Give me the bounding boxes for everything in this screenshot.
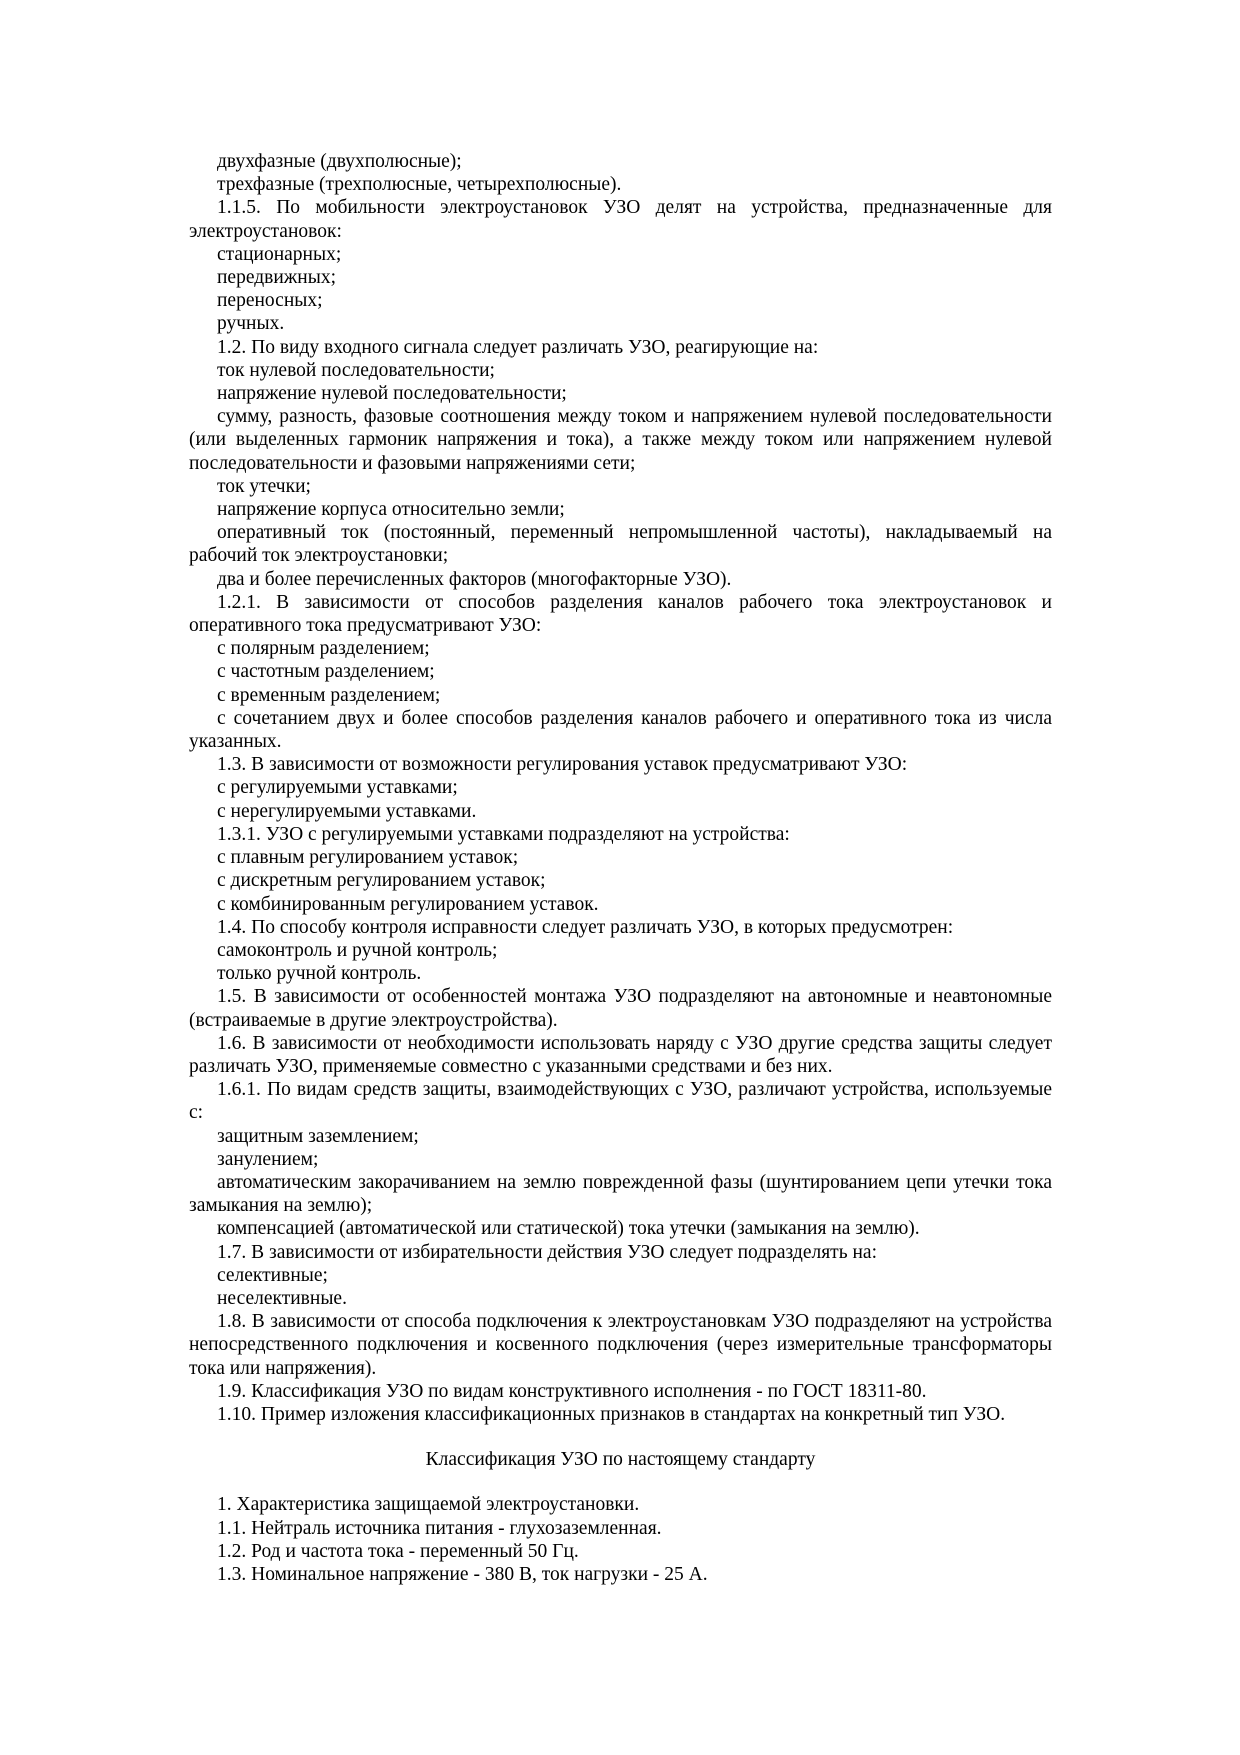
paragraph: 1.3. Номинальное напряжение - 380 В, ток нагрузки - 25 А. (217, 1563, 708, 1585)
paragraph: с временным разделением; (217, 684, 441, 706)
paragraph: 1.2.1. В зависимости от способов разделения каналов рабочего тока электроустановок и оперативного тока предусматривают УЗО: (189, 591, 1052, 637)
paragraph: 1.2. Род и частота тока - переменный 50 Гц. (217, 1540, 579, 1562)
paragraph: сумму, разность, фазовые соотношения между током и напряжением нулевой последовательности (или выделенных гармоник напряжения и тока), а также между током или напряжением нулевой последовательности и фазовыми напряжениями сети; (189, 406, 1052, 474)
paragraph: переносных; (217, 290, 323, 312)
paragraph: 1.7. В зависимости от избирательности действия УЗО следует подразделять на: (217, 1241, 877, 1263)
paragraph: 1.6.1. По видам средств защиты, взаимодействующих с УЗО, различают устройства, используемые с: (189, 1079, 1052, 1124)
paragraph: трехфазные (трехполюсные, четырехполюсные). (217, 174, 622, 196)
paragraph: 1.1.5. По мобильности электроустановок УЗО делят на устройства, предназначенные для электроустановок: (189, 197, 1052, 242)
paragraph: напряжение нулевой последовательности; (217, 383, 567, 405)
section-heading: Классификация УЗО по настоящему стандарту (425, 1449, 816, 1471)
paragraph: стационарных; (217, 243, 342, 265)
paragraphs-before-block (189, 150, 1052, 1426)
paragraph: самоконтроль и ручной контроль; (217, 939, 498, 961)
paragraph: два и более перечисленных факторов (многофакторные УЗО). (217, 568, 732, 590)
paragraph: двухфазные (двухполюсные); (217, 151, 462, 172)
paragraph: с плавным регулированием уставок; (217, 847, 519, 869)
paragraph: 1.10. Пример изложения классификационных признаков в стандартах на конкретный тип УЗО. (217, 1403, 1006, 1425)
paragraph: 1.1. Нейтраль источника питания - глухозаземленная. (217, 1517, 662, 1539)
paragraph: 1.6. В зависимости от необходимости использовать наряду с УЗО другие средства защиты следует различать УЗО, применяемые совместно с указанными средствами и без них. (189, 1032, 1052, 1077)
paragraph: 1.4. По способу контроля исправности следует различать УЗО, в которых предусмотрен: (217, 916, 954, 938)
paragraph: с сочетанием двух и более способов разделения каналов рабочего и оперативного тока из числа указанных. (189, 707, 1052, 753)
paragraph: с комбинированным регулированием уставок. (217, 893, 599, 915)
paragraph: ток нулевой последовательности; (217, 359, 495, 381)
paragraph: 1.3. В зависимости от возможности регулирования уставок предусматривают УЗО: (217, 754, 908, 776)
paragraph: напряжение корпуса относительно земли; (217, 499, 565, 521)
paragraph: защитным заземлением; (217, 1125, 419, 1147)
paragraph: передвижных; (217, 267, 336, 289)
paragraph: с частотным разделением; (217, 661, 435, 683)
paragraph: 1.2. По виду входного сигнала следует различать УЗО, реагирующие на: (217, 336, 819, 358)
paragraph: с полярным разделением; (217, 638, 430, 660)
document-page (189, 150, 1052, 1586)
paragraph: неселективные. (217, 1287, 347, 1309)
paragraph: 1. Характеристика защищаемой электроустановки. (217, 1494, 640, 1516)
paragraphs-after-block (189, 1493, 1052, 1586)
paragraph: ток утечки; (217, 475, 311, 497)
paragraph: ручных. (217, 313, 285, 335)
paragraph: компенсацией (автоматической или статической) тока утечки (замыкания на землю). (217, 1218, 920, 1240)
paragraph: с дискретным регулированием уставок; (217, 870, 546, 892)
paragraph: 1.9. Классификация УЗО по видам конструктивного исполнения - по ГОСТ 18311-80. (217, 1380, 927, 1402)
paragraph: оперативный ток (постоянный, переменный непромышленной частоты), накладываемый на рабочий ток электроустановки; (189, 522, 1052, 567)
paragraph: 1.8. В зависимости от способа подключения к электроустановкам УЗО подразделяют на устройства непосредственного подключения и косвенного подключения (через измерительные трансформаторы тока или напряжения). (189, 1311, 1052, 1379)
paragraph: только ручной контроль. (217, 963, 422, 985)
paragraph: занулением; (217, 1148, 319, 1170)
paragraph: селективные; (217, 1264, 328, 1286)
paragraph: автоматическим закорачиванием на землю поврежденной фазы (шунтированием цепи утечки тока замыкания на землю); (189, 1171, 1052, 1217)
paragraph: 1.5. В зависимости от особенностей монтажа УЗО подразделяют на автономные и неавтономные (встраиваемые в другие электроустройства). (189, 986, 1052, 1031)
paragraph: 1.3.1. УЗО с регулируемыми уставками подразделяют на устройства: (217, 823, 790, 845)
paragraph: с регулируемыми уставками; (217, 777, 458, 799)
paragraph: с нерегулируемыми уставками. (217, 800, 477, 822)
